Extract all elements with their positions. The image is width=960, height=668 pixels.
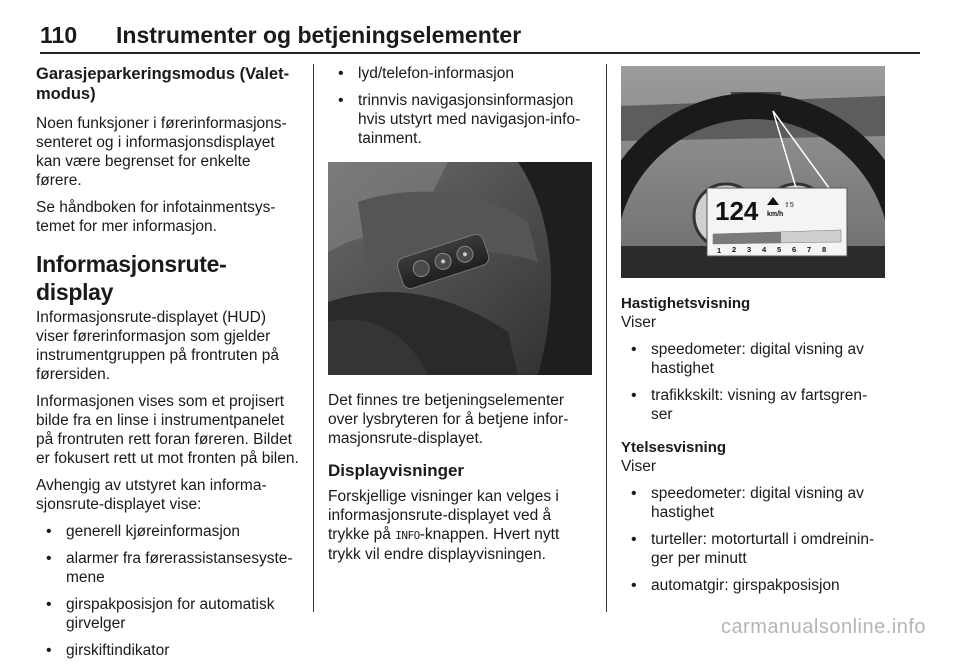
list-item: • trinnvis navigasjonsinformasjon hvis utstyrt med navigasjon-info-tainment. — [328, 91, 592, 148]
valet-paragraph: Se håndboken for infotainmentsys-temet for mer informasjon. — [36, 199, 276, 235]
light-switch-stalk-image — [328, 162, 592, 375]
column-divider — [606, 64, 607, 612]
list-item: • turteller: motorturtall i omdreinin-ger per minutt — [621, 530, 885, 568]
list-item: • speedometer: digital visning av hastighet — [621, 484, 885, 522]
performance-view-intro: Viser — [621, 458, 657, 475]
hud-gear-note: ⇧5 — [784, 202, 794, 209]
performance-view-list — [621, 484, 885, 595]
hud-speed-unit: km/h — [767, 211, 784, 218]
hud-heading: Informasjonsrute-display — [36, 251, 227, 305]
page-number: 110 — [40, 22, 78, 48]
speed-view-intro: Viser — [621, 314, 657, 331]
hud-rpm-tick: 3 — [747, 245, 752, 254]
hud-paragraph: Informasjonen vises som et projisert bilde fra en linse i instrumentpanelet på frontruten rett foran føreren. Bildet er fokusert rett ut mot fronten på bilen. — [36, 393, 299, 467]
list-item: • lyd/telefon-informasjon — [328, 64, 592, 83]
column-divider — [313, 64, 314, 612]
list-item: • generell kjøreinformasjon — [36, 522, 300, 541]
hud-rpm-tick: 2 — [732, 245, 737, 254]
page-header — [40, 18, 920, 54]
column-middle — [328, 64, 592, 572]
hud-display-photo — [621, 66, 885, 278]
list-item: • alarmer fra førerassistansesyste-mene — [36, 549, 300, 587]
hud-speed-value: 124 — [715, 196, 759, 226]
column-right — [621, 64, 885, 603]
list-item: • trafikkskilt: visning av fartsgren-ser — [621, 386, 885, 424]
controls-paragraph: Det finnes tre betjeningselementer over lysbryteren for å betjene infor-masjonsrute-displayet. — [328, 392, 569, 447]
hud-rpm-tick: 8 — [822, 245, 827, 254]
list-item: • speedometer: digital visning av hastighet — [621, 340, 885, 378]
hud-rpm-tick: 4 — [762, 245, 767, 254]
steering-wheel-hud-image — [621, 66, 885, 278]
speed-view-list — [621, 340, 885, 424]
performance-view-heading: Ytelsesvisning — [621, 439, 727, 456]
display-views-heading: Displayvisninger — [328, 461, 465, 480]
hud-rpm-tick: 6 — [792, 245, 797, 254]
hud-paragraph: Avhengig av utstyret kan informa-sjonsrute-displayet vise: — [36, 477, 267, 513]
column-left — [36, 64, 300, 668]
hud-rpm-tick: 7 — [807, 245, 812, 254]
list-item: • automatgir: girspakposisjon — [621, 576, 885, 595]
hud-content-list — [36, 522, 300, 660]
hud-projected-speed: 124 — [742, 94, 758, 104]
watermark: carmanualsonline.info — [720, 616, 926, 638]
hud-paragraph: Informasjonsrute-displayet (HUD) viser førerinformasjon som gjelder instrumentgruppen på frontruten på førersiden. — [36, 309, 279, 383]
hud-controls-photo — [328, 162, 592, 375]
valet-heading: Garasjeparkeringsmodus (Valet-modus) — [36, 65, 290, 103]
list-item: • girspakposisjon for automatisk girvelger — [36, 595, 300, 633]
page-title: Instrumenter og betjeningselementer — [116, 22, 522, 48]
list-item: • girskiftindikator — [36, 641, 300, 660]
hud-content-list-continued — [328, 64, 592, 148]
info-key-icon: INFO — [395, 529, 420, 542]
valet-paragraph: Noen funksjoner i førerinformasjons-senteret og i informasjonsdisplayet kan være begrenset for enkelte førere. — [36, 115, 287, 189]
speed-view-heading: Hastighetsvisning — [621, 295, 751, 312]
display-views-paragraph: Forskjellige visninger kan velges i informasjonsrute-displayet ved å trykke på INFO-knappen. Hvert nytt trykk vil endre displayvisningen. — [328, 488, 560, 563]
hud-rpm-tick: 5 — [777, 245, 782, 254]
hud-rpm-tick: 1 — [717, 246, 722, 255]
